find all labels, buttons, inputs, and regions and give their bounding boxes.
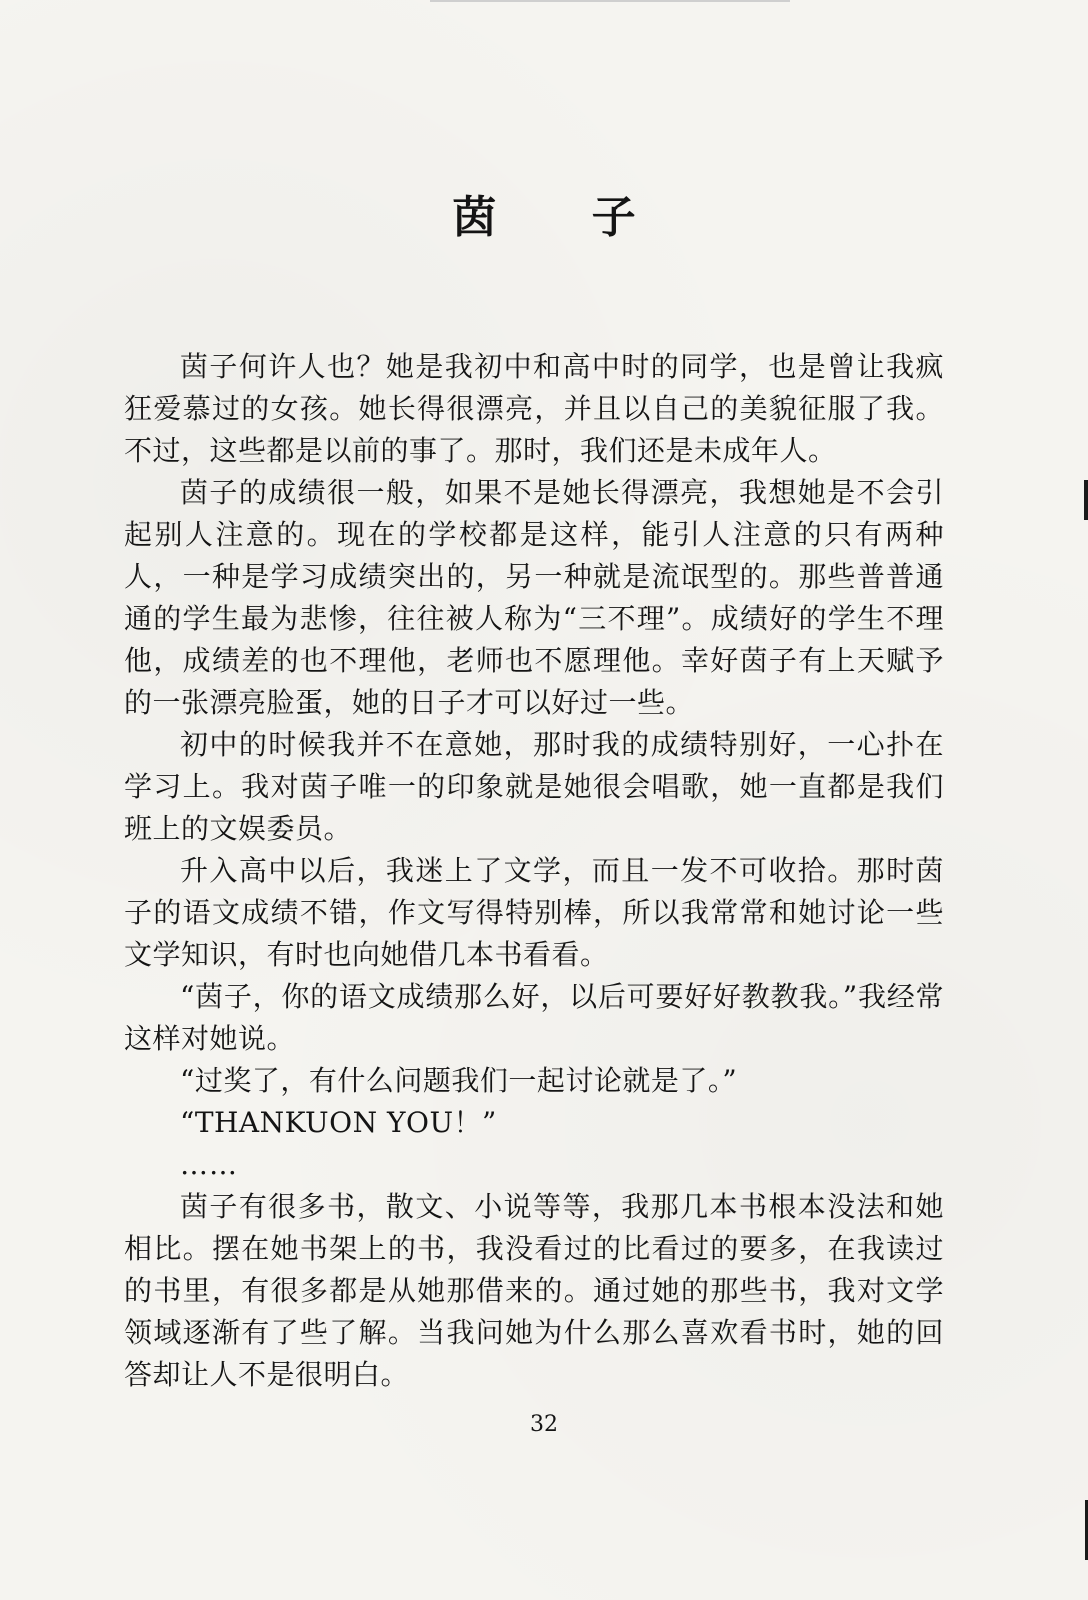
scan-edge-mark bbox=[1084, 480, 1088, 520]
paragraph: 初中的时候我并不在意她，那时我的成绩特别好，一心扑在学习上。我对茵子唯一的印象就是她很会唱歌，她一直都是我们班上的文娱委员。 bbox=[124, 728, 944, 845]
scan-edge-line bbox=[430, 0, 790, 2]
paragraph: 茵子的成绩很一般，如果不是她长得漂亮，我想她是不会引起别人注意的。现在的学校都是这样，能引人注意的只有两种人，一种是学习成绩突出的，另一种就是流氓型的。那些普普通通的学生最为悲惨，往往被人称为“三不理”。成绩好的学生不理他，成绩差的也不理他，老师也不愿理他。幸好茵子有上天赋予的一张漂亮脸蛋，她的日子才可以好过一些。 bbox=[124, 476, 944, 719]
paragraph: 升入高中以后，我迷上了文学，而且一发不可收拾。那时茵子的语文成绩不错，作文写得特别棒，所以我常常和她讨论一些文学知识，有时也向她借几本书看看。 bbox=[124, 854, 944, 971]
paragraph: 茵子何许人也？她是我初中和高中时的同学，也是曾让我疯狂爱慕过的女孩。她长得很漂亮，并且以自己的美貌征服了我。不过，这些都是以前的事了。那时，我们还是未成年人。 bbox=[124, 350, 944, 467]
paragraph: “过奖了，有什么问题我们一起讨论就是了。” bbox=[180, 1064, 738, 1097]
paragraph: “THANKUON YOU！” bbox=[180, 1106, 497, 1139]
paragraph: 茵子有很多书，散文、小说等等，我那几本书根本没法和她相比。摆在她书架上的书，我没看过的比看过的要多，在我读过的书里，有很多都是从她那借来的。通过她的那些书，我对文学领域逐渐有了些了解。当我问她为什么那么喜欢看书时，她的回答却让人不是很明白。 bbox=[124, 1190, 944, 1391]
paragraph: …… bbox=[180, 1148, 238, 1181]
page-number: 32 bbox=[530, 1412, 558, 1437]
chapter-title: 茵 子 bbox=[452, 192, 676, 243]
paragraph: “茵子，你的语文成绩那么好，以后可要好好教教我。”我经常这样对她说。 bbox=[124, 980, 944, 1055]
body-text bbox=[124, 346, 944, 1396]
